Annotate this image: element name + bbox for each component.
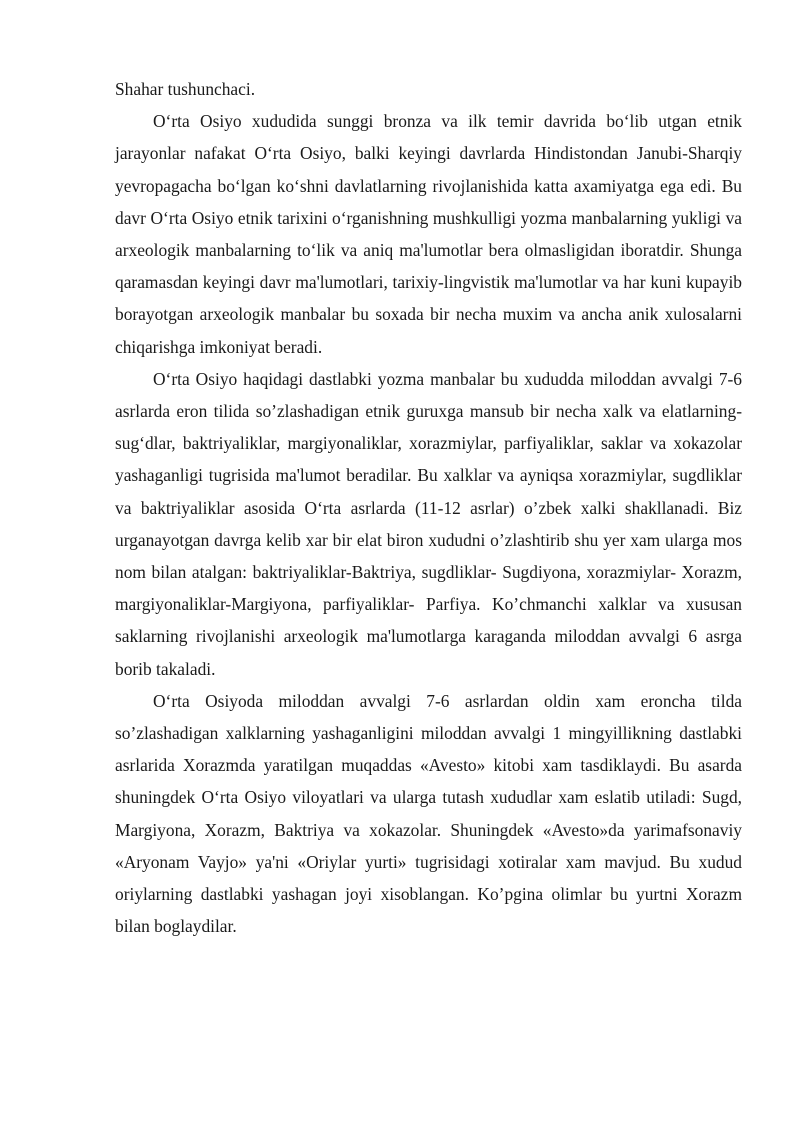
paragraph-2: O‘rta Osiyo haqidagi dastlabki yozma manbalar bu xududda miloddan avvalgi 7-6 asrlarda eron tilida so’zlashadigan etnik guruxga mansub bir necha xalk va elatlarning-sug‘dlar, baktriyaliklar, margiyonaliklar, xorazmiylar, parfiyaliklar, saklar va xokazolar yashaganligi tugrisida ma'lumot beradilar. Bu xalklar va ayniqsa xorazmiylar, sugdliklar va baktriyaliklar asosida O‘rta asrlarda (11-12 asrlar) o’zbek xalki shakllanadi. Biz urganayotgan davrga kelib xar bir elat biron xududni o’zlashtirib shu yer xam ularga mos nom bilan atalgan: baktriyaliklar-Baktriya, sugdliklar- Sugdiyona, xorazmiylar- Xorazm, margiyonaliklar-Margiyona, parfiyaliklar- Parfiya. Ko’chmanchi xalklar va xususan saklarning rivojlanishi arxeologik ma'lumotlarga karaganda miloddan avvalgi 6 asrga borib takaladi.: [115, 368, 742, 679]
paragraph-1: O‘rta Osiyo xududida sunggi bronza va ilk temir davrida bo‘lib utgan etnik jarayonlar nafakat O‘rta Osiyo, balki keyingi davrlarda Hindistondan Janubi-Sharqiy yevropagacha bo‘lgan ko‘shni davlatlarning rivojlanishida katta axamiyatga ega edi. Bu davr O‘rta Osiyo etnik tarixini o‘rganishning mushkulligi yozma manbalarning yukligi va arxeologik manbalarning to‘lik va aniq ma'lumotlar bera olmasligidan iboratdir. Shunga qaramasdan keyingi davr ma'lumotlari, tarixiy-lingvistik ma'lumotlar va har kuni kupayib borayotgan arxeologik manbalar bu soxada bir necha muxim va ancha anik xulosalarni chiqarishga imkoniyat beradi.: [115, 111, 742, 357]
section-heading: Shahar tushunchaci.: [115, 79, 256, 99]
document-page: [115, 73, 742, 942]
paragraph-3: O‘rta Osiyoda miloddan avvalgi 7-6 asrlardan oldin xam eroncha tilda so’zlashadigan xalklarning yashaganligini miloddan avvalgi 1 mingyillikning dastlabki asrlarida Xorazmda yaratilgan muqaddas «Avesto» kitobi xam tasdiklaydi. Bu asarda shuningdek O‘rta Osiyo viloyatlari va ularga tutash xududlar xam eslatib utiladi: Sugd, Margiyona, Xorazm, Baktriya va xokazolar. Shuningdek «Avesto»da yarimafsonaviy «Aryonam Vayjo» ya'ni «Oriylar yurti» tugrisidagi xotiralar xam mavjud. Bu xudud oriylarning dastlabki yashagan joyi xisoblangan. Ko’pgina olimlar bu yurtni Xorazm bilan boglaydilar.: [115, 690, 742, 937]
